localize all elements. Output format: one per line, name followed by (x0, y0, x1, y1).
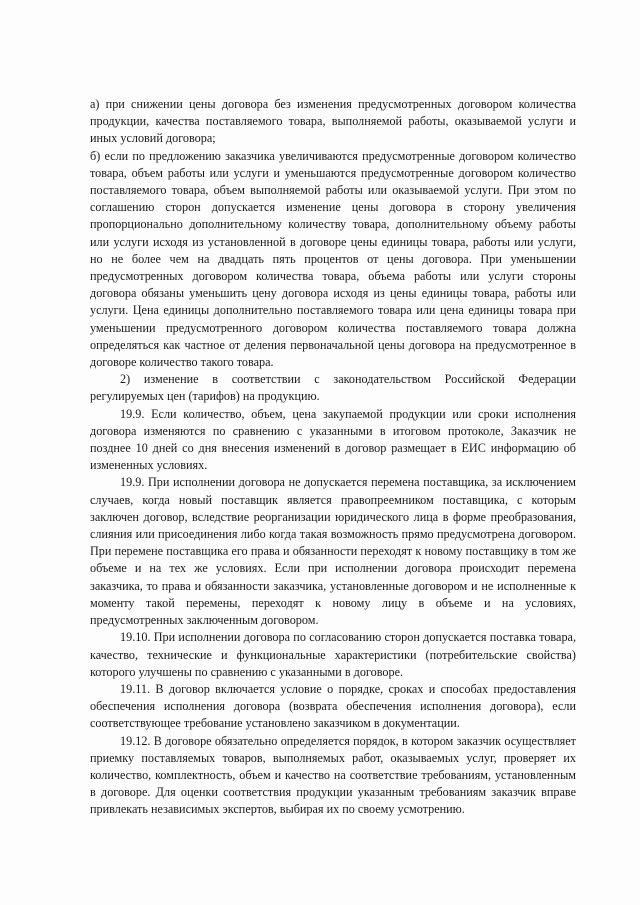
paragraph-19-9-supplier-change: 19.9. При исполнении договора не допускается перемена поставщика, за исключением случаев, когда новый поставщик является правопреемником поставщика, с которым заключен договор, вследствие реорганизации юридического лица в форме преобразования, слияния или присоединения либо когда такая возможность прямо предусмотрена договором. При перемене поставщика его права и обязанности переходят к новому поставщику в том же объеме и на тех же условиях. Если при исполнении договора происходит перемена заказчика, то права и обязанности заказчика, установленные договором и не исполненные к моменту такой перемены, переходят к новому лицу в объеме и на условиях, предусмотренных заключенным договором. (90, 475, 576, 628)
paragraph-19-11: 19.11. В договор включается условие о порядке, сроках и способах предоставления обеспечения исполнения договора (возврата обеспечения исполнения договора), если соответствующее требование установлено заказчиком в документации. (90, 681, 576, 731)
paragraph-19-12: 19.12. В договоре обязательно определяется порядок, в котором заказчик осуществляет приемку поставляемых товаров, выполняемых работ, оказываемых услуг, проверяет их количество, комплектность, объем и качество на соответствие требованиям, установленным в договоре. Для оценки соответствия продукции указанным требованиям заказчик вправе привлекать независимых экспертов, выбирая их по своему усмотрению. (90, 733, 576, 817)
paragraph-19-9-changes: 19.9. Если количество, объем, цена закупаемой продукции или сроки исполнения договора изменяются по сравнению с указанными в итоговом протоколе, Заказчик не позднее 10 дней со дня внесения изменений в договор размещает в ЕИС информацию об измененных условиях. (90, 406, 576, 473)
document-body (90, 96, 576, 819)
paragraph-price-reduction: а) при снижении цены договора без изменения предусмотренных договором количества продукции, качества поставляемого товара, выполняемой работы, оказываемой услуги и иных условий договора; (90, 97, 576, 146)
paragraph-19-10: 19.10. При исполнении договора по согласованию сторон допускается поставка товара, качество, технические и функциональные характеристики (потребительские свойства) которого улучшены по сравнению с указанными в договоре. (90, 630, 576, 679)
paragraph-quantity-change: б) если по предложению заказчика увеличиваются предусмотренные договором количество товара, объем работы или услуги и уменьшаются предусмотренные договором количество поставляемого товара, объем выполняемой работы или оказываемой услуги. При этом по соглашению сторон допускается изменение цены договора в сторону увеличения пропорционально дополнительному количеству товара, дополнительному объему работы или услуги исходя из установленной в договоре цены единицы товара, работы или услуги, но не более чем на двадцать пять процентов от цены договора. При уменьшении предусмотренных договором количества товара, объема работы или услуги стороны договора обязаны уменьшить цену договора исходя из цены единицы товара, работы или услуги. Цена единицы дополнительно поставляемого товара или цена единицы товара при уменьшении предусмотренного договором количества поставляемого товара должна определяться как частное от деления первоначальной цены договора на предусмотренное в договоре количество такого товара. (90, 148, 576, 370)
paragraph-regulated-prices: 2) изменение в соответствии с законодательством Российской Федерации регулируемых цен (тарифов) на продукцию. (90, 372, 576, 404)
